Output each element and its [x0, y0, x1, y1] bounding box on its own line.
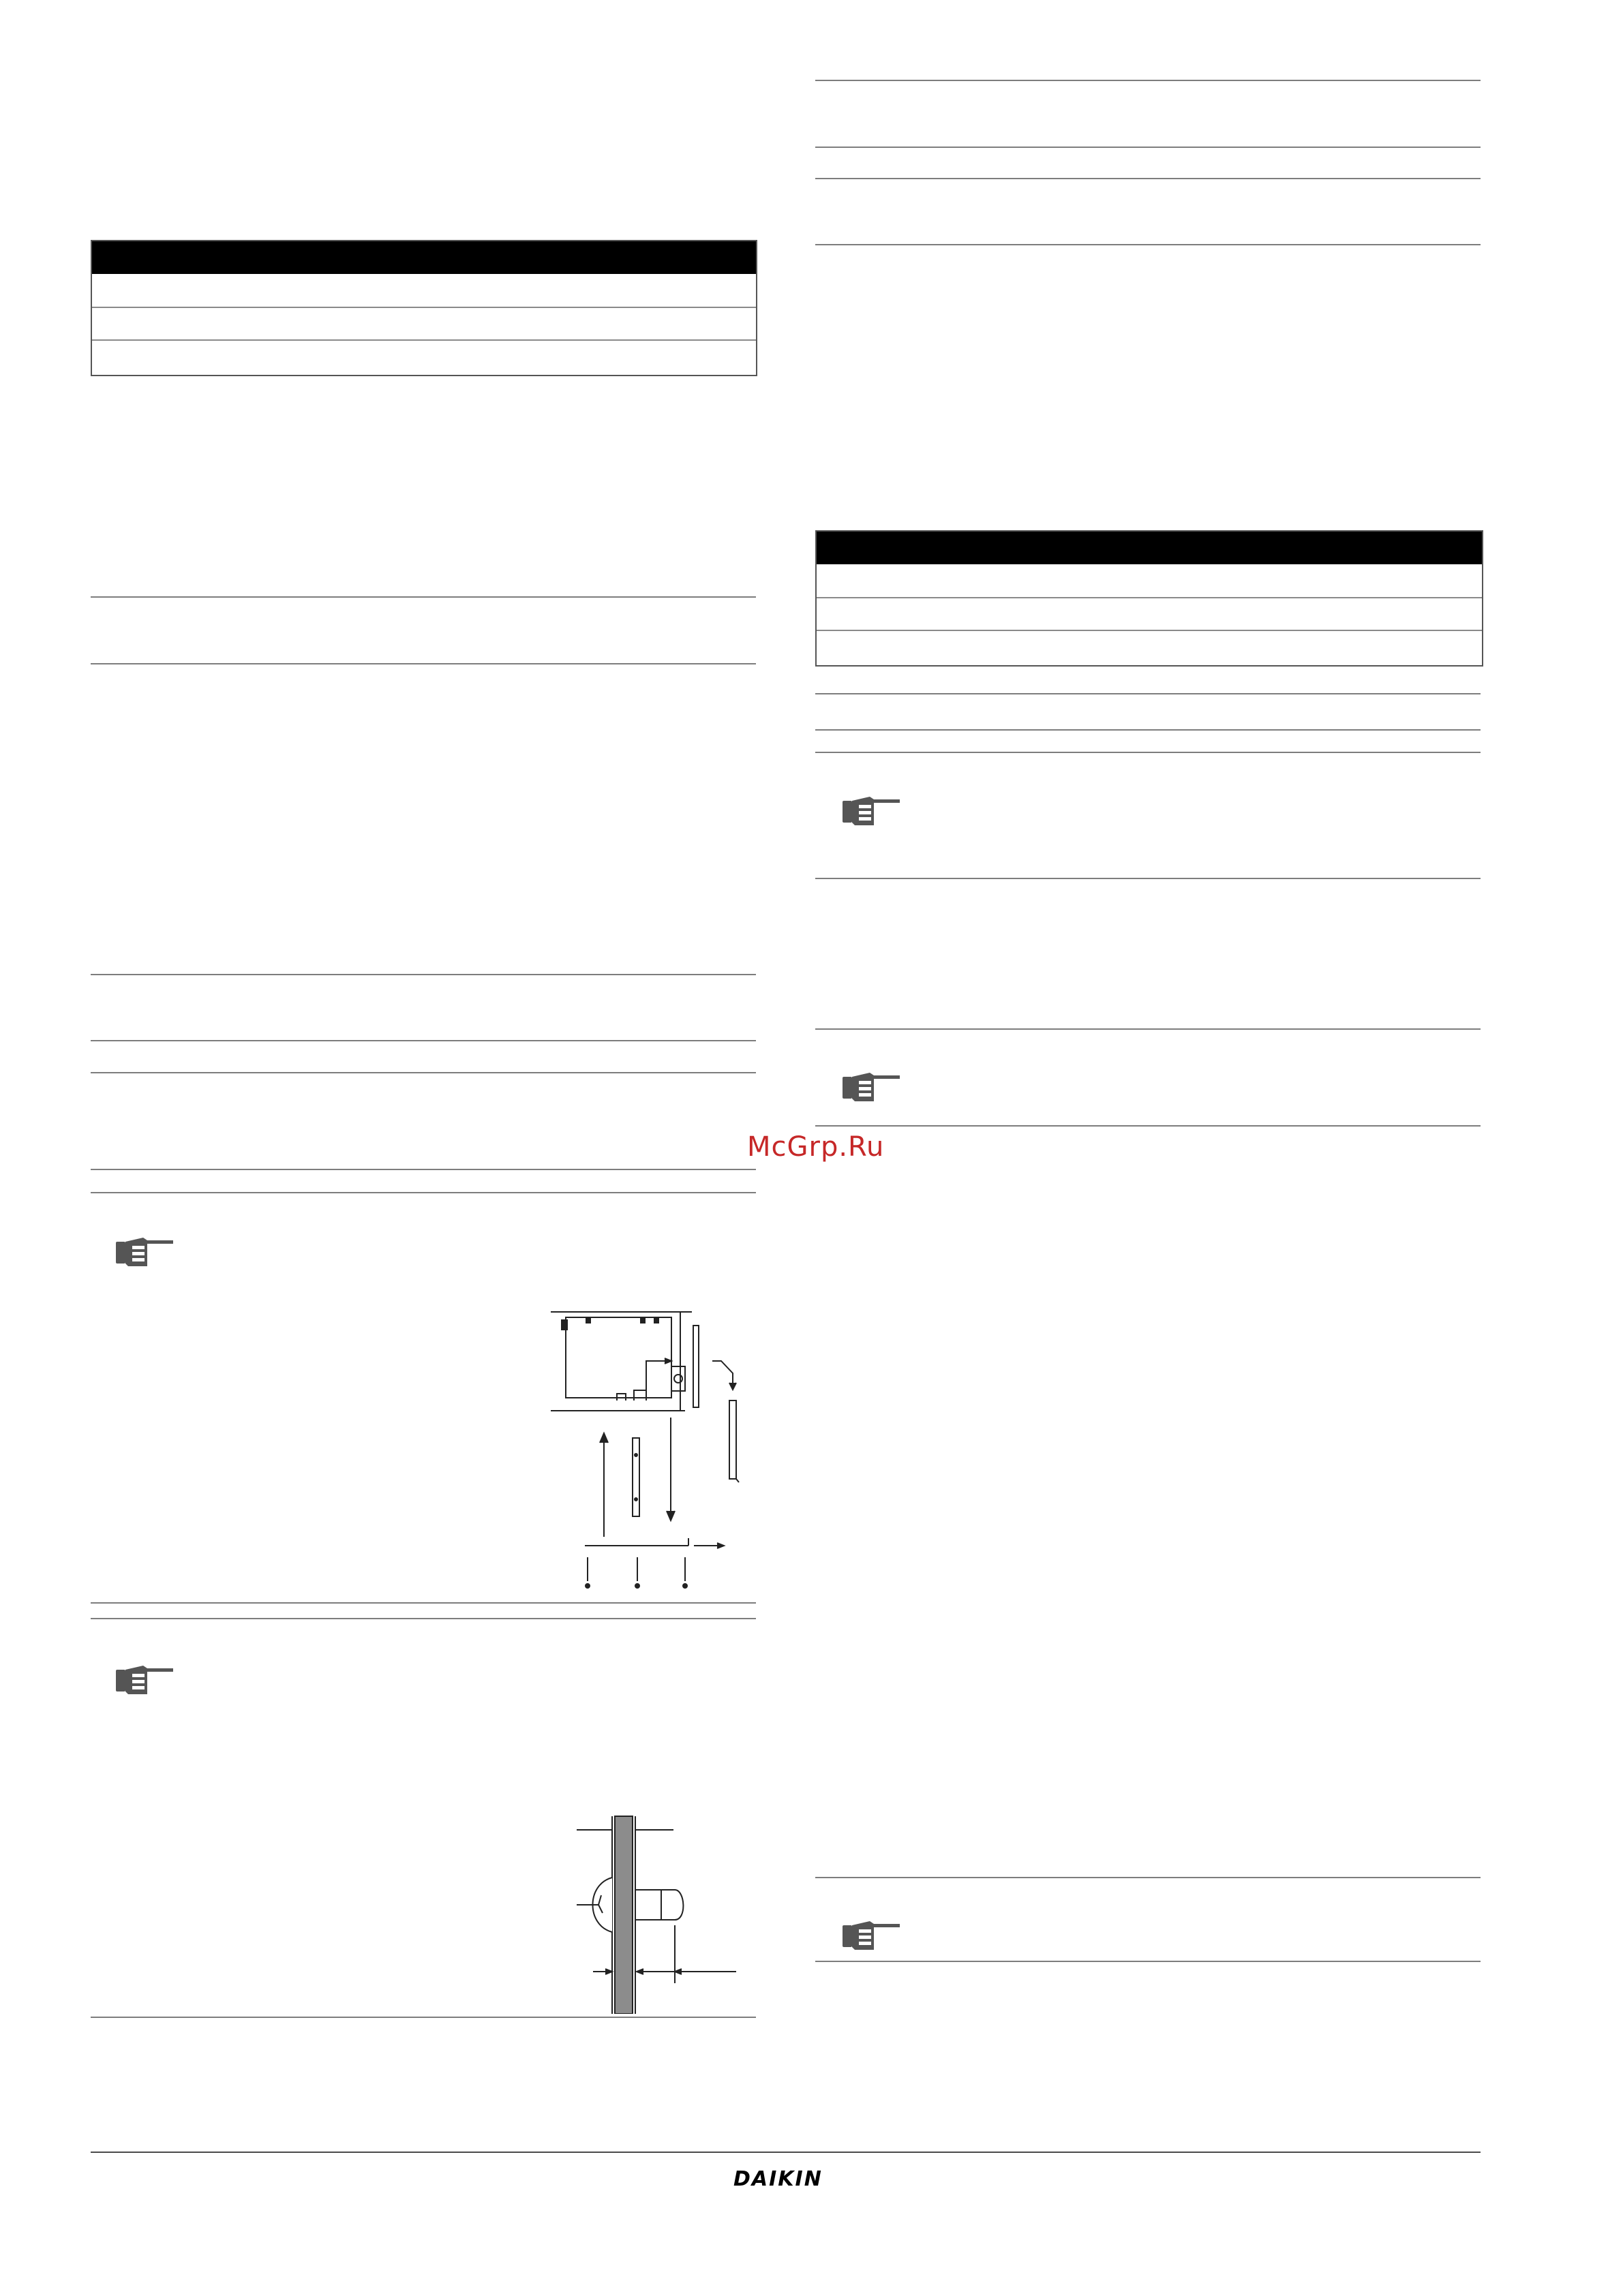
left-divider: [91, 1602, 756, 1604]
right-table-header: [817, 532, 1482, 564]
right-divider: [815, 80, 1481, 81]
left-divider: [91, 596, 756, 598]
left-divider: [91, 2017, 756, 2018]
right-divider: [815, 729, 1481, 731]
right-divider: [815, 244, 1481, 245]
left-divider: [91, 1072, 756, 1073]
right-divider: [815, 1028, 1481, 1030]
pointing-hand-note-icon: [116, 1235, 175, 1270]
left-table: [91, 240, 757, 376]
right-divider: [815, 1961, 1481, 1962]
right-divider: [815, 878, 1481, 879]
left-divider: [91, 974, 756, 975]
right-divider: [815, 178, 1481, 179]
left-divider: [91, 1618, 756, 1619]
pointing-hand-note-icon: [843, 1070, 901, 1105]
right-table-row: [817, 564, 1482, 597]
right-divider: [815, 147, 1481, 148]
right-table: [815, 530, 1483, 667]
mounting-diagram: [545, 1298, 743, 1598]
right-divider: [815, 693, 1481, 694]
left-divider: [91, 1192, 756, 1193]
left-table-row: [92, 307, 756, 339]
left-table-row: [92, 274, 756, 307]
brand-logo: DAIKIN: [733, 2167, 823, 2191]
right-divider: [815, 1125, 1481, 1127]
screw-section-diagram: [573, 1809, 743, 2014]
left-divider: [91, 1040, 756, 1041]
right-divider: [815, 752, 1481, 753]
left-table-header: [92, 241, 756, 274]
pointing-hand-note-icon: [843, 794, 901, 829]
right-table-row: [817, 630, 1482, 662]
left-divider: [91, 1169, 756, 1170]
footer-rule: [91, 2152, 1481, 2153]
right-table-row: [817, 597, 1482, 630]
left-divider: [91, 663, 756, 664]
pointing-hand-note-icon: [116, 1663, 175, 1698]
left-table-row: [92, 339, 756, 372]
pointing-hand-note-icon: [843, 1918, 901, 1954]
watermark-text: McGrp.Ru: [747, 1131, 885, 1163]
right-divider: [815, 1877, 1481, 1878]
